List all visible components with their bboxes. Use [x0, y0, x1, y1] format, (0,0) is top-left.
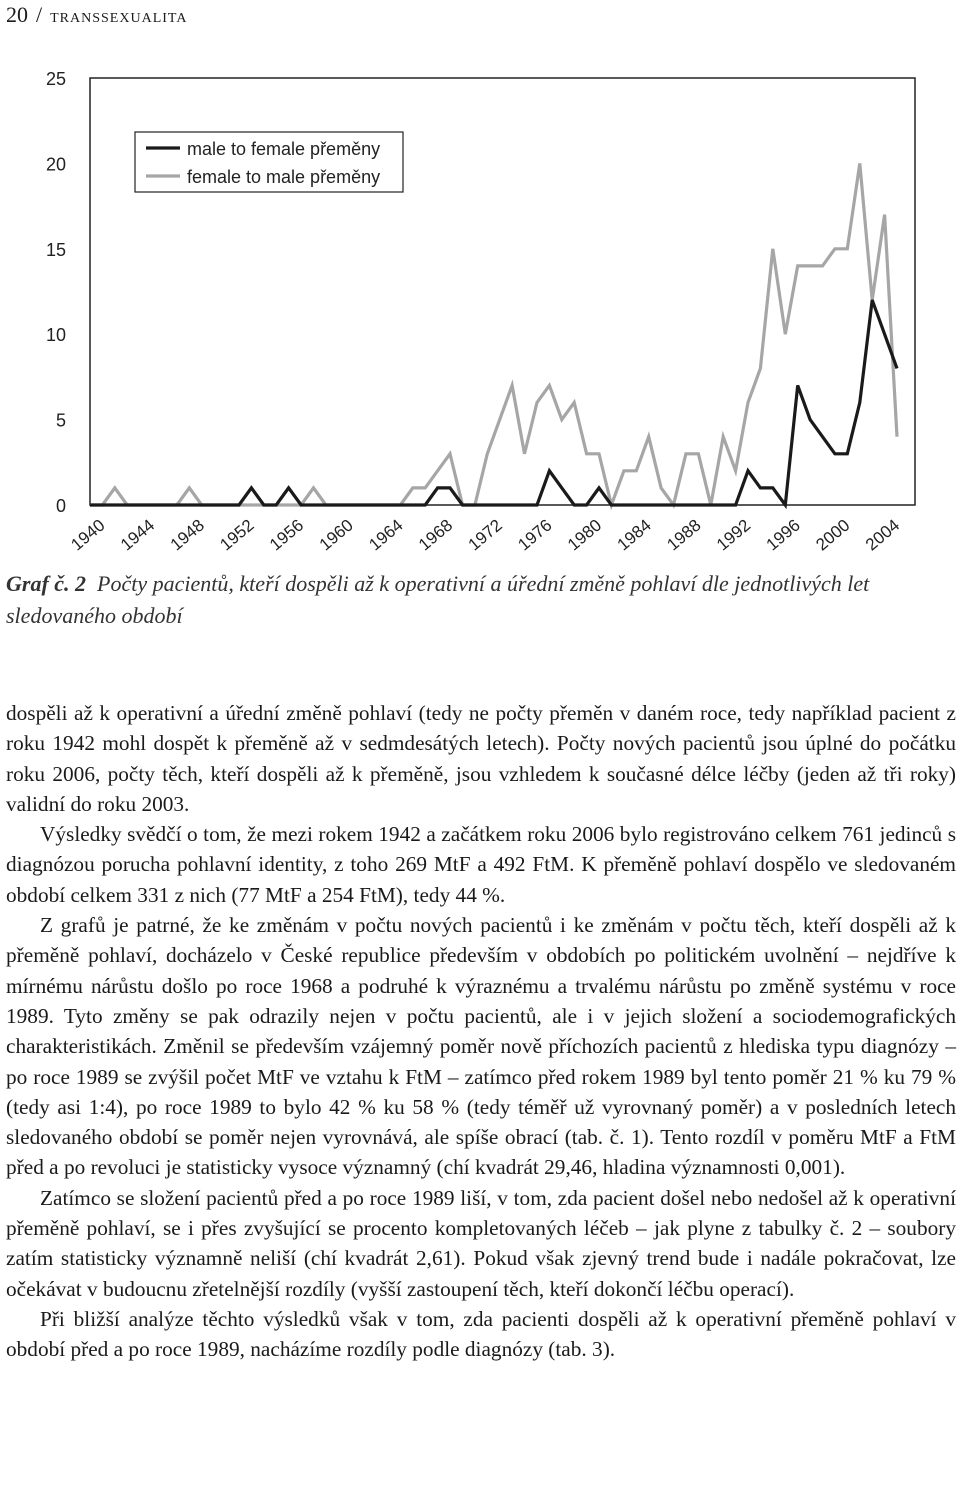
paragraph: Z grafů je patrné, že ke změnám v počtu nových pacientů i ke změnám v počtu těch, kteří dospěli až k přeměně pohlaví, docházelo v České republice především v obdobích po politickém uvolnění – nejdříve k mírnému nárůstu došlo po roce 1968 a podruhé k výraznému a trvalému nárůstu po změně systému v roce 1989. Tyto změny se pak odrazily nejen v počtu pacientů, ale i v jejich složení a sociodemografických charakteristikách. Změnil se především vzájemný poměr nově příchozích pacientů z hlediska typu diagnózy – po roce 1989 se zvýšil počet MtF ve vztahu k FtM – zatímco před rokem 1989 byl tento poměr 21 % ku 79 % (tedy asi 1:4), po roce 1989 to bylo 42 % ku 58 % (tedy téměř už vyrovnaný poměr) a v posledních letech sledovaného období se poměr nejen vyrovnává, ale spíše obrací (tab. č. 1). Tento rozdíl v poměru MtF a FtM před a po revoluci je statisticky vysoce významný (chí kvadrát 29,46, hladina významnosti 0,001). [6, 913, 956, 1180]
body-text [6, 698, 956, 1365]
y-tick-label: 0 [55, 496, 66, 516]
running-header [6, 0, 187, 32]
x-tick-label: 2000 [812, 515, 854, 555]
x-tick-label: 1968 [415, 515, 457, 555]
legend-label: female to male přeměny [187, 167, 381, 187]
x-tick-label: 1952 [216, 515, 258, 555]
y-tick-label: 15 [45, 239, 66, 260]
legend-label: male to female přeměny [187, 139, 381, 159]
x-tick-label: 1996 [762, 515, 804, 555]
series-line [90, 300, 897, 505]
x-tick-label: 1944 [117, 515, 159, 555]
x-tick-label: 1992 [712, 515, 755, 555]
x-tick-label: 1980 [563, 515, 606, 555]
series-line [90, 163, 897, 505]
x-tick-label: 1988 [663, 515, 705, 555]
paragraph: Zatímco se složení pacientů před a po roce 1989 liší, v tom, zda pacient došel nebo nedošel až k operativní přeměně pohlaví, se i přes zvyšující se procento kompletovaných léčeb – jak plyne z tabulky č. 2 – soubory zatím statisticky významně neliší (chí kvadrát 2,61). Pokud však zjevný trend bude i nadále pokračovat, lze očekávat v budoucnu zřetelnější rozdíly (vyšší zastoupení těch, kteří dokončí léčbu operací). [6, 1185, 956, 1301]
paragraph: Výsledky svědčí o tom, že mezi rokem 1942 a začátkem roku 2006 bylo registrováno celkem 761 jedinců s diagnózou porucha pohlavní identity, z toho 269 MtF a 492 FtM. K přeměně pohlaví dospělo ve sledovaném období celkem 331 z nich (77 MtF a 254 FtM), tedy 44 %. [6, 822, 956, 907]
caption-text: Počty pacientů, kteří dospěli až k operativní a úřední změně pohlaví dle jednotlivých let sledovaného období [6, 571, 870, 628]
y-tick-label: 25 [45, 69, 66, 89]
x-tick-label: 1964 [365, 515, 407, 555]
y-tick-label: 10 [45, 325, 66, 346]
x-tick-label: 1960 [315, 515, 357, 555]
x-tick-label: 1984 [613, 515, 655, 555]
line-chart [0, 40, 960, 560]
y-tick-label: 20 [45, 154, 66, 175]
page-number: 20 [6, 2, 28, 27]
x-tick-label: 1976 [514, 515, 556, 555]
x-tick-label: 2004 [861, 515, 904, 555]
x-tick-label: 1956 [266, 515, 308, 555]
section-title: transsexualita [50, 5, 188, 27]
header-separator: / [36, 2, 43, 27]
paragraph: dospěli až k operativní a úřední změně pohlaví (tedy ne počty přeměn v daném roce, tedy například pacient z roku 1942 mohl dospět k přeměně až v sedmdesátých letech). Počty nových pacientů jsou úplné do počátku roku 2006, počty těch, kteří dospěli až k přeměně, jsou vzhledem k současné délce léčby (jeden až tři roky) validní do roku 2003. [6, 701, 956, 816]
x-tick-label: 1940 [67, 515, 109, 555]
caption-label: Graf č. 2 [6, 571, 87, 596]
paragraph: Při bližší analýze těchto výsledků však v tom, zda pacienti dospěli až k operativní přeměně pohlaví v období před a po roce 1989, nacházíme rozdíly podle diagnózy (tab. 3). [6, 1306, 956, 1362]
x-tick-label: 1948 [166, 515, 208, 555]
x-tick-label: 1972 [464, 515, 506, 555]
y-tick-label: 5 [55, 410, 66, 431]
figure-caption [6, 568, 956, 632]
